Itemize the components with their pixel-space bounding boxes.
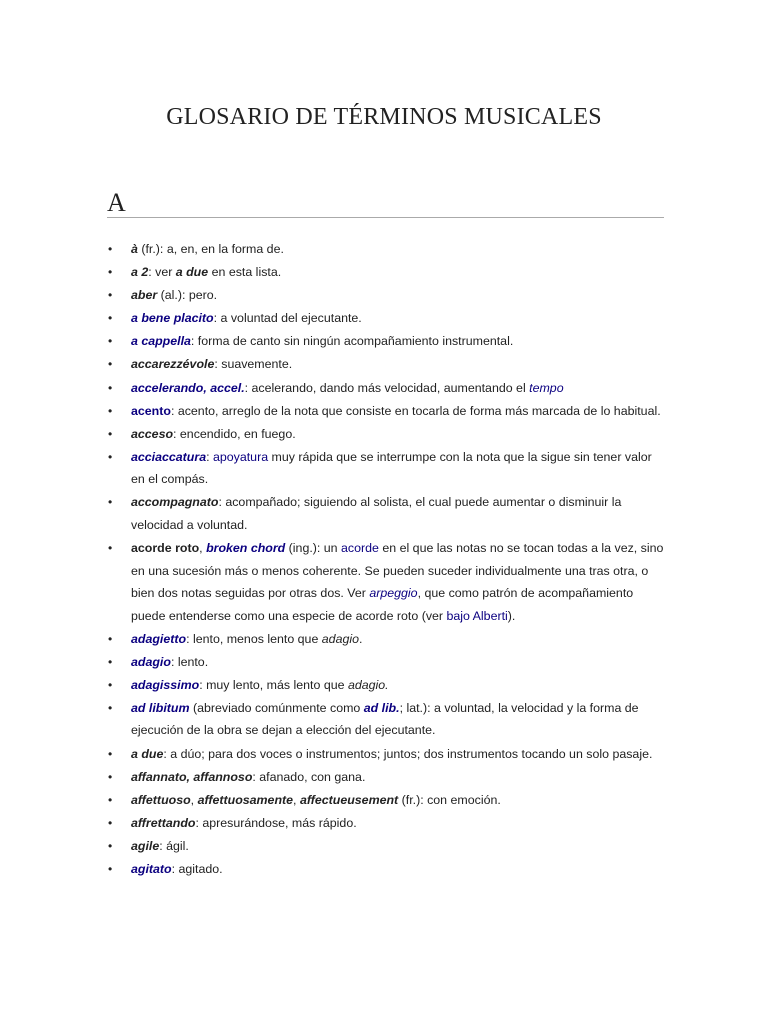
glossary-text: : xyxy=(206,449,213,464)
bullet-icon: • xyxy=(108,769,113,784)
glossary-term: adagio xyxy=(321,631,359,646)
glossary-entry-adagietto xyxy=(107,628,667,651)
glossary-text: en esta lista. xyxy=(208,265,282,280)
bullet-icon: • xyxy=(108,242,113,256)
glossary-entry-accelerando xyxy=(107,377,667,400)
bullet-icon: • xyxy=(108,380,113,395)
glossary-link[interactable]: apoyatura xyxy=(212,449,269,464)
glossary-entry-a-due xyxy=(107,743,667,766)
glossary-text: (fr.): a, en, en la forma de. xyxy=(137,242,284,256)
glossary-text: , que como patrón de acompañamiento puede entenderse como una especie de acorde roto (ver xyxy=(131,586,634,623)
glossary-text: (abreviado comúnmente como xyxy=(189,700,364,715)
glossary-entry-adagissimo xyxy=(107,674,667,697)
glossary-text: : ágil. xyxy=(159,838,189,853)
bullet-icon: • xyxy=(108,288,113,303)
glossary-text: muy rápida que se interrumpe con la nota que la sigue sin tener valor en el compás. xyxy=(131,449,652,487)
glossary-entry-acento xyxy=(107,400,667,423)
bullet-icon: • xyxy=(108,449,113,464)
glossary-text: , xyxy=(293,792,300,807)
bullet-icon: • xyxy=(108,838,113,853)
page-title: GLOSARIO DE TÉRMINOS MUSICALES xyxy=(166,104,602,130)
glossary-link[interactable]: a cappella xyxy=(131,334,191,349)
glossary-term: affettuosamente xyxy=(197,792,294,807)
glossary-text: , xyxy=(199,541,207,556)
glossary-entry-a-bene-placito xyxy=(107,307,667,330)
glossary-entry-acceso xyxy=(107,423,667,446)
glossary-list xyxy=(107,238,667,881)
glossary-term: acceso xyxy=(131,426,174,441)
glossary-entry-affannato xyxy=(107,766,667,789)
glossary-term: affannato, affannoso xyxy=(131,769,253,784)
glossary-entry-acorde-roto xyxy=(107,537,667,627)
glossary-text: : ver xyxy=(148,265,176,280)
glossary-term: a 2 xyxy=(131,265,149,280)
glossary-text: (al.): pero. xyxy=(157,288,218,303)
glossary-text: : acelerando, dando más velocidad, aumentando el xyxy=(244,380,530,395)
glossary-text: en el que las notas no se tocan todas a la vez, sino en una sucesión más o menos coherente. Se pueden suceder individualmente una tras otra, o bien dos notas seguidas por otras dos. Ver xyxy=(131,541,664,601)
glossary-term: a due xyxy=(131,746,164,761)
glossary-entry-a-2 xyxy=(107,261,667,284)
glossary-text: : lento. xyxy=(170,654,209,669)
glossary-entry-ad-libitum xyxy=(107,697,667,742)
glossary-link[interactable]: acorde xyxy=(341,541,379,556)
glossary-entry-agitato xyxy=(107,858,667,881)
glossary-link[interactable]: ad libitum xyxy=(131,700,190,715)
glossary-link[interactable]: a bene placito xyxy=(131,311,214,326)
glossary-term: adagio. xyxy=(347,677,389,692)
bullet-icon: • xyxy=(108,631,113,646)
glossary-text: (fr.): con emoción. xyxy=(398,792,501,807)
glossary-text: : agitado. xyxy=(171,861,223,876)
glossary-entry-a-accent xyxy=(107,238,667,261)
glossary-entry-affettuoso xyxy=(107,789,667,812)
glossary-text: : acompañado; siguiendo al solista, el cual puede aumentar o disminuir la velocidad a voluntad. xyxy=(131,495,622,532)
bullet-icon: • xyxy=(108,677,113,692)
glossary-entry-agile xyxy=(107,835,667,858)
section-heading-a: A xyxy=(107,189,664,218)
bullet-icon: • xyxy=(108,746,113,761)
bullet-icon: • xyxy=(108,311,113,326)
glossary-text: . xyxy=(359,631,363,646)
glossary-text: ). xyxy=(507,608,516,623)
glossary-entry-acciaccatura xyxy=(107,446,667,491)
bullet-icon: • xyxy=(108,700,113,715)
glossary-text: ; lat.): a voluntad, la velocidad y la forma de ejecución de la obra se dejan a elección del ejecutante. xyxy=(131,700,639,738)
bullet-icon: • xyxy=(108,334,113,349)
bullet-icon: • xyxy=(108,495,113,510)
glossary-link[interactable]: ad lib. xyxy=(363,700,400,715)
bullet-icon: • xyxy=(108,861,113,876)
glossary-entry-affrettando xyxy=(107,812,667,835)
glossary-text: , xyxy=(190,792,198,807)
glossary-term: affectueusement xyxy=(299,792,399,807)
glossary-text: : encendido, en fuego. xyxy=(173,426,296,441)
glossary-link[interactable]: acciaccatura xyxy=(131,449,207,464)
glossary-entry-aber xyxy=(107,284,667,307)
glossary-text: : a voluntad del ejecutante. xyxy=(213,311,362,326)
glossary-link[interactable]: adagietto xyxy=(131,631,187,646)
glossary-text: : lento, menos lento que xyxy=(186,631,322,646)
glossary-term: acorde roto xyxy=(131,541,200,556)
glossary-term: affrettando xyxy=(131,815,196,830)
glossary-link[interactable]: adagissimo xyxy=(131,677,200,692)
glossary-text: : acento, arreglo de la nota que consiste en tocarla de forma más marcada de lo habitual. xyxy=(170,403,661,418)
glossary-term: a due xyxy=(175,265,209,280)
glossary-text: : a dúo; para dos voces o instrumentos; juntos; dos instrumentos tocando un solo pasaje. xyxy=(163,746,653,761)
glossary-term: aber xyxy=(131,288,158,303)
bullet-icon: • xyxy=(108,541,113,556)
glossary-link[interactable]: tempo xyxy=(529,380,564,395)
glossary-link[interactable]: acento xyxy=(131,403,171,418)
glossary-link[interactable]: adagio xyxy=(131,654,171,669)
glossary-term: accarezzévole xyxy=(131,357,215,372)
glossary-link[interactable]: agitato xyxy=(131,861,172,876)
bullet-icon: • xyxy=(108,654,113,669)
glossary-entry-a-cappella xyxy=(107,330,667,353)
glossary-term: à xyxy=(131,242,138,256)
bullet-icon: • xyxy=(108,403,113,418)
glossary-link[interactable]: arpeggio xyxy=(369,586,418,601)
bullet-icon: • xyxy=(108,357,113,372)
glossary-text: : afanado, con gana. xyxy=(252,769,366,784)
glossary-link[interactable]: accelerando, accel. xyxy=(131,380,245,395)
glossary-term: affettuoso xyxy=(131,792,191,807)
bullet-icon: • xyxy=(108,815,113,830)
glossary-term: accompagnato xyxy=(131,495,219,510)
glossary-text: : apresurándose, más rápido. xyxy=(195,815,357,830)
glossary-link[interactable]: bajo Alberti xyxy=(446,608,508,623)
bullet-icon: • xyxy=(108,265,113,280)
bullet-icon: • xyxy=(108,426,113,441)
glossary-entry-adagio xyxy=(107,651,667,674)
glossary-link[interactable]: broken chord xyxy=(206,541,286,556)
glossary-entry-accarezzevole xyxy=(107,353,667,376)
glossary-term: agile xyxy=(131,838,160,853)
glossary-text: (ing.): un xyxy=(285,541,342,556)
glossary-text: : muy lento, más lento que xyxy=(199,677,348,692)
glossary-text: : forma de canto sin ningún acompañamiento instrumental. xyxy=(190,334,514,349)
glossary-text: : suavemente. xyxy=(214,357,293,372)
glossary-entry-accompagnato xyxy=(107,491,667,536)
bullet-icon: • xyxy=(108,792,113,807)
